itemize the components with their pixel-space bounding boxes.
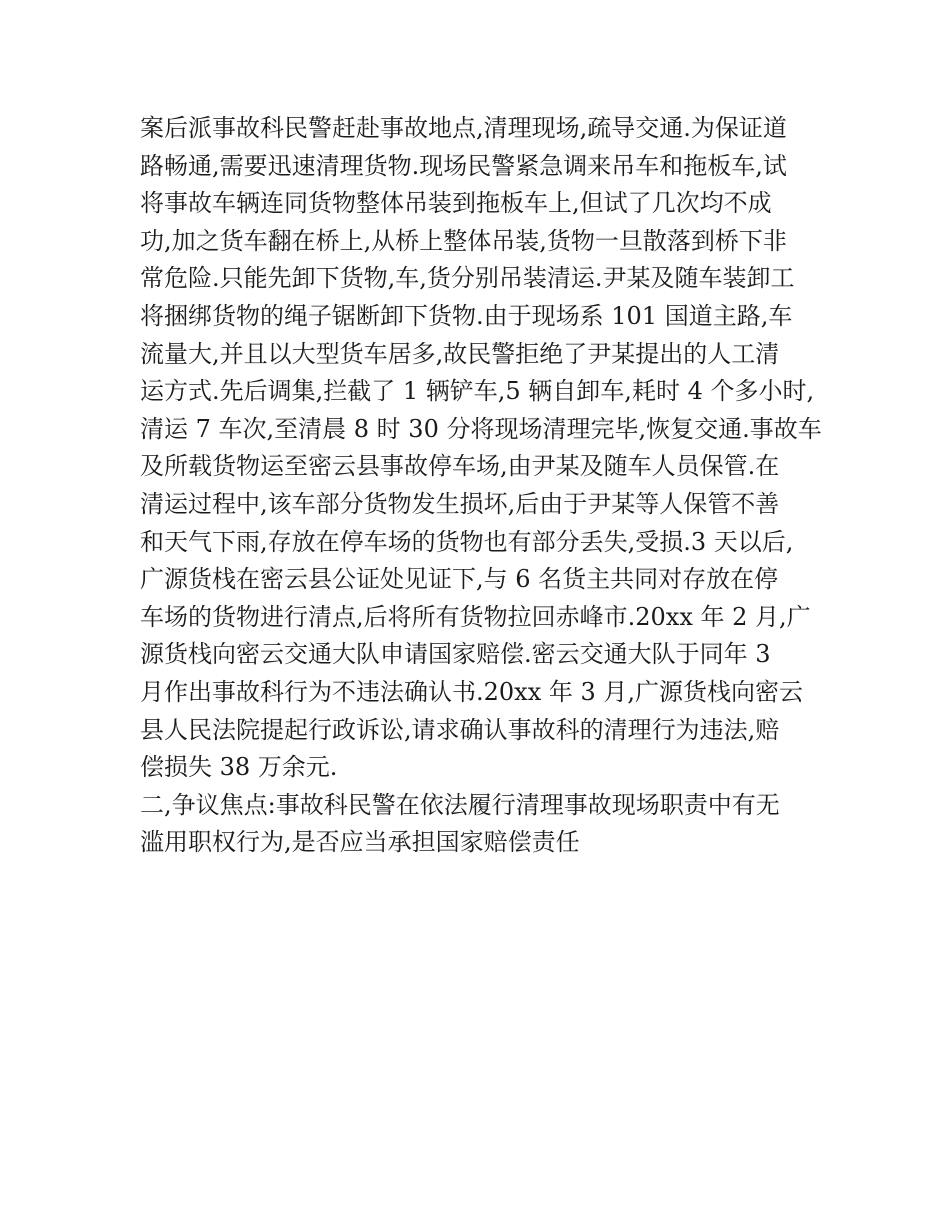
document-body <box>140 110 820 862</box>
text-line: 将事故车辆连同货物整体吊装到拖板车上,但试了几次均不成 <box>140 189 772 218</box>
paragraph-1 <box>140 110 820 787</box>
text-line: 及所载货物运至密云县事故停车场,由尹某及随车人员保管.在 <box>140 452 780 481</box>
text-line: 将捆绑货物的绳子锯断卸下货物.由于现场系 101 国道主路,车 <box>140 301 793 330</box>
text-line: 清运过程中,该车部分货物发生损坏,后由于尹某等人保管不善 <box>140 489 780 518</box>
text-line: 流量大,并且以大型货车居多,故民警拒绝了尹某提出的人工清 <box>140 339 780 368</box>
section-2-dispute-focus <box>140 787 820 862</box>
text-line: 车场的货物进行清点,后将所有货物拉回赤峰市.20xx 年 2 月,广 <box>140 602 811 631</box>
text-line: 清运 7 车次,至清晨 8 时 30 分将现场清理完毕,恢复交通.事故车 <box>140 414 822 443</box>
text-line: 路畅通,需要迅速清理货物.现场民警紧急调来吊车和拖板车,试 <box>140 151 787 180</box>
section-heading-line: 二,争议焦点:事故科民警在依法履行清理事故现场职责中有无 <box>140 790 780 819</box>
text-line: 和天气下雨,存放在停车场的货物也有部分丢失,受损.3 天以后, <box>140 527 794 556</box>
text-line: 常危险.只能先卸下货物,车,货分别吊装清运.尹某及随车装卸工 <box>140 264 795 293</box>
section-heading-line: 滥用职权行为,是否应当承担国家赔偿责任 <box>140 828 580 857</box>
text-line: 县人民法院提起行政诉讼,请求确认事故科的清理行为违法,赔 <box>140 715 780 744</box>
text-line: 案后派事故科民警赶赴事故地点,清理现场,疏导交通.为保证道 <box>140 114 787 142</box>
text-line: 源货栈向密云交通大队申请国家赔偿.密云交通大队于同年 3 <box>140 640 771 669</box>
text-line: 运方式.先后调集,拦截了 1 辆铲车,5 辆自卸车,耗时 4 个多小时, <box>140 377 815 406</box>
text-line: 功,加之货车翻在桥上,从桥上整体吊装,货物一旦散落到桥下非 <box>140 226 787 255</box>
text-line: 广源货栈在密云县公证处见证下,与 6 名货主共同对存放在停 <box>140 565 779 594</box>
text-line: 月作出事故科行为不违法确认书.20xx 年 3 月,广源货栈向密云 <box>140 677 804 706</box>
text-line: 偿损失 38 万余元. <box>140 753 338 782</box>
